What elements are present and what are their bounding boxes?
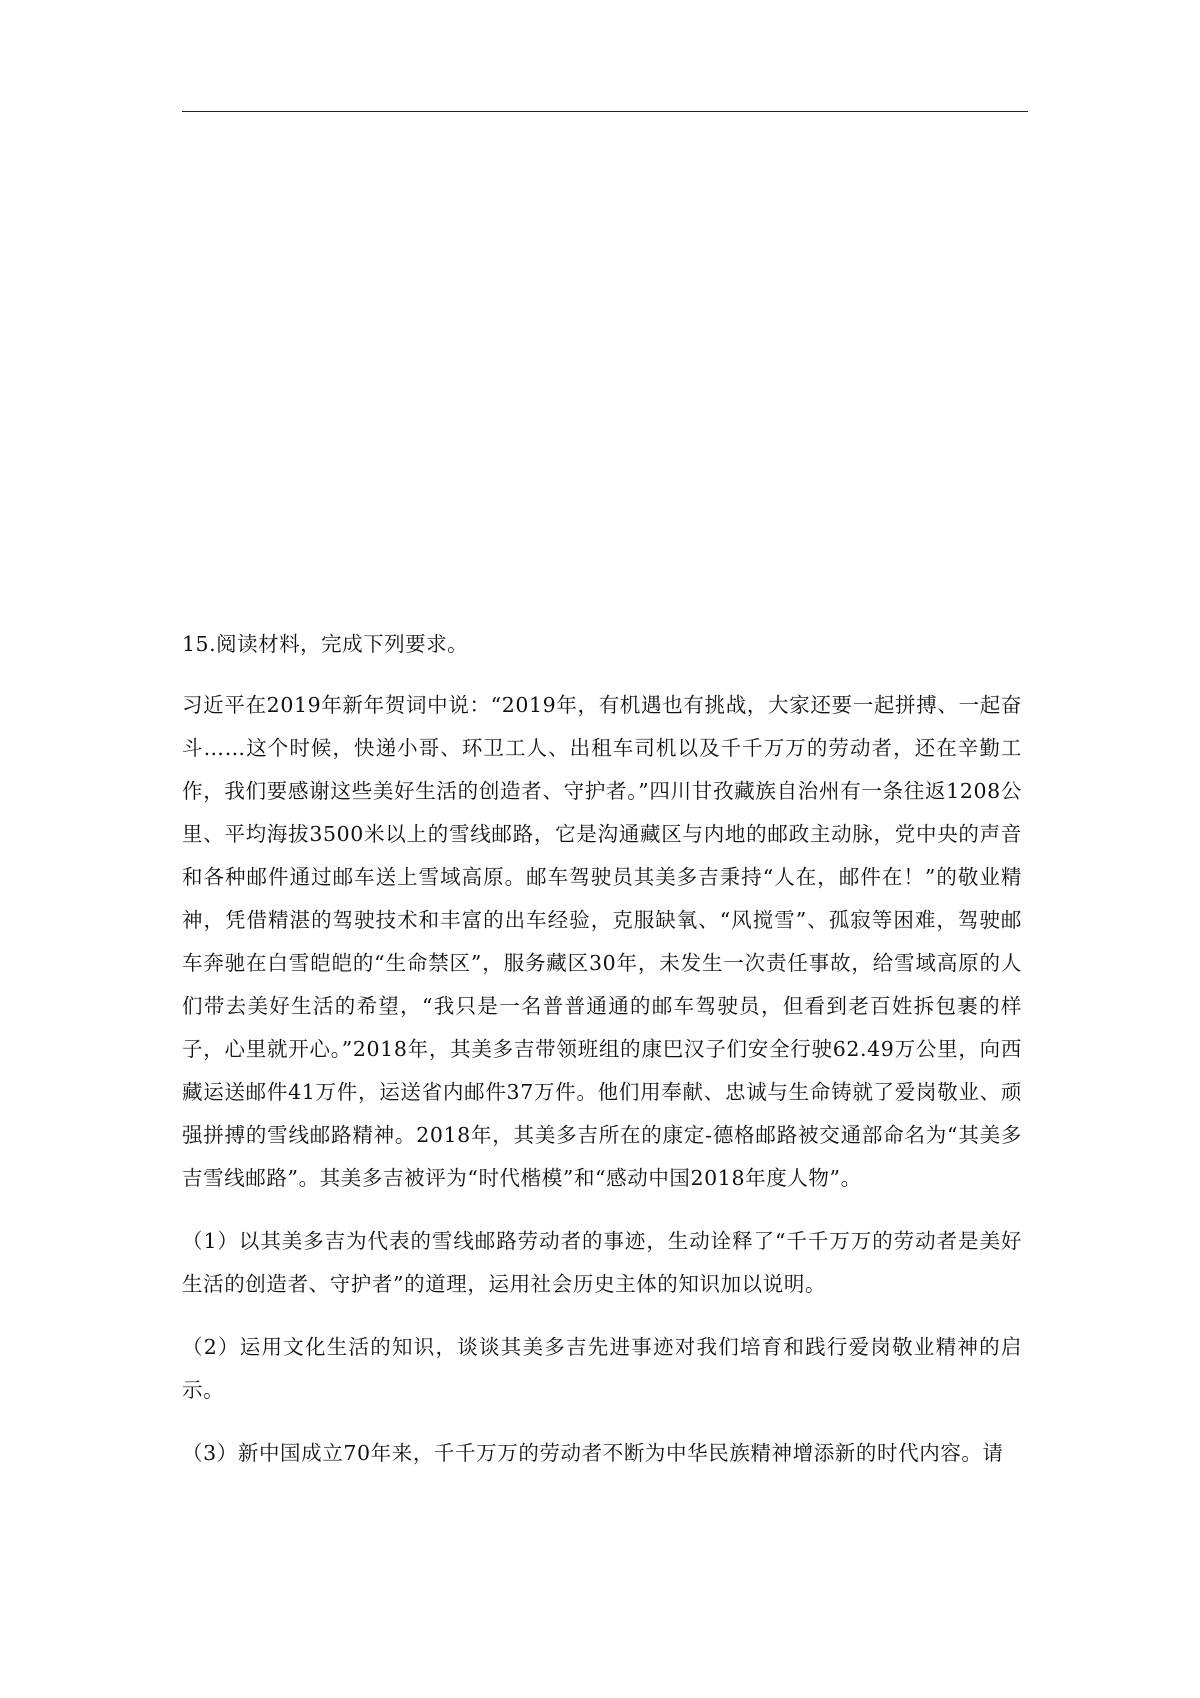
sub-question-2: （2）运用文化生活的知识，谈谈其美多吉先进事迹对我们培育和践行爱岗敬业精神的启示。	[182, 1335, 1022, 1402]
material-paragraph: 习近平在2019年新年贺词中说：“2019年，有机遇也有挑战，大家还要一起拼搏、一起奋斗……这个时候，快递小哥、环卫工人、出租车司机以及千千万万的劳动者，还在辛勤工作，我们要感谢这些美好生活的创造者、守护者。”四川甘孜藏族自治州有一条往返1208公里、平均海拔3500米以上的雪线邮路，它是沟通藏区与内地的邮政主动脉，党中央的声音和各种邮件通过邮车送上雪域高原。邮车驾驶员其美多吉秉持“人在，邮件在！”的敬业精神，凭借精湛的驾驶技术和丰富的出车经验，克服缺氧、“风搅雪”、孤寂等困难，驾驶邮车奔驰在白雪皑皑的“生命禁区”，服务藏区30年，未发生一次责任事故，给雪域高原的人们带去美好生活的希望，“我只是一名普普通通的邮车驾驶员，但看到老百姓拆包裹的样子，心里就开心。”2018年，其美多吉带领班组的康巴汉子们安全行驶62.49万公里，向西藏运送邮件41万件，运送省内邮件37万件。他们用奉献、忠诚与生命铸就了爱岗敬业、顽强拼搏的雪线邮路精神。2018年，其美多吉所在的康定-德格邮路被交通部命名为“其美多吉雪线邮路”。其美多吉被评为“时代楷模”和“感动中国2018年度人物”。	[182, 693, 1022, 1190]
question-block	[182, 624, 1022, 1475]
header-rule	[182, 111, 1028, 112]
question-title: 15.阅读材料，完成下列要求。	[182, 632, 469, 656]
sub-question-3: （3）新中国成立70年来，千千万万的劳动者不断为中华民族精神增添新的时代内容。请	[182, 1441, 1004, 1465]
sub-question-1: （1）以其美多吉为代表的雪线邮路劳动者的事迹，生动诠释了“千千万万的劳动者是美好生活的创造者、守护者”的道理，运用社会历史主体的知识加以说明。	[182, 1229, 1022, 1296]
